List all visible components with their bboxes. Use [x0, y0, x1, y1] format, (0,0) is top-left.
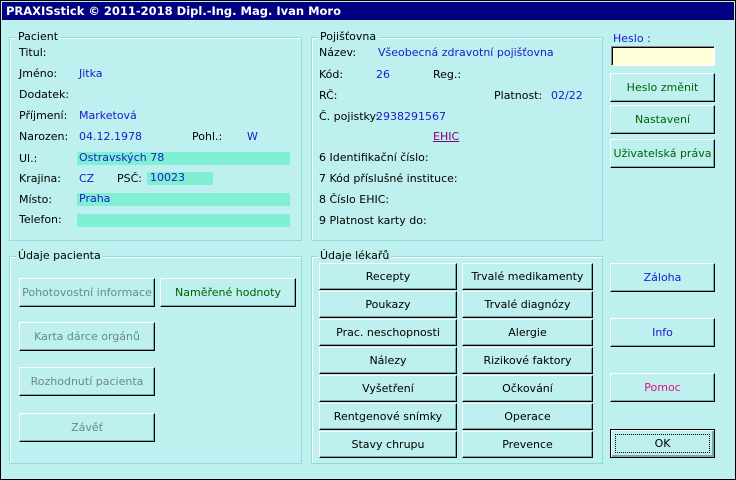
- pohlavi-label: Pohl.:: [192, 130, 223, 143]
- recepty-button[interactable]: Recepty: [319, 263, 457, 290]
- krajina-value[interactable]: CZ: [79, 172, 95, 185]
- ockovani-button[interactable]: Očkování: [462, 375, 593, 402]
- heslo-label: Heslo :: [613, 32, 651, 45]
- namerene-hodnoty-button[interactable]: Naměřené hodnoty: [160, 278, 296, 307]
- cislo-pojistky-label: Č. pojistky:: [319, 110, 379, 123]
- operace-button[interactable]: Operace: [462, 403, 593, 430]
- ehic-field-6-label: 6 Identifikační číslo:: [319, 151, 429, 164]
- telefon-label: Telefon:: [19, 213, 62, 226]
- misto-label: Místo:: [19, 193, 53, 206]
- rizikove-faktory-button[interactable]: Rizikové faktory: [462, 347, 593, 374]
- kod-value[interactable]: 26: [376, 68, 390, 81]
- krajina-label: Krajina:: [19, 172, 62, 185]
- psc-label: PSČ:: [117, 172, 143, 185]
- dodatek-label: Dodatek:: [19, 88, 70, 101]
- pomoc-button[interactable]: Pomoc: [610, 373, 715, 402]
- jmeno-value[interactable]: Jitka: [79, 67, 103, 80]
- narozen-value[interactable]: 04.12.1978: [79, 130, 142, 143]
- ehic-field-8-label: 8 Číslo EHIC:: [319, 193, 390, 206]
- ulice-value: Ostravských 78: [79, 151, 165, 164]
- heslo-input[interactable]: [611, 46, 715, 66]
- ehic-link[interactable]: EHIC: [433, 130, 460, 143]
- titul-label: Titul:: [19, 46, 47, 59]
- zavet-button[interactable]: Závěť: [19, 413, 155, 442]
- pojistovna-group-title: Pojišťovna: [320, 30, 377, 43]
- prijmeni-value[interactable]: Marketová: [79, 109, 137, 122]
- rozhodnuti-pacienta-button[interactable]: Rozhodnutí pacienta: [19, 367, 155, 396]
- window-title: PRAXISstick © 2011-2018 Dipl.-Ing. Mag. Ivan Moro: [2, 2, 734, 20]
- zaloha-button[interactable]: Záloha: [610, 263, 715, 292]
- nalezy-button[interactable]: Nálezy: [319, 347, 457, 374]
- psc-value: 10023: [150, 171, 185, 184]
- reg-label: Reg.:: [433, 68, 462, 81]
- poukazy-button[interactable]: Poukazy: [319, 291, 457, 318]
- heslo-zmenit-button[interactable]: Heslo změnit: [610, 73, 715, 102]
- rc-label: RČ:: [319, 89, 338, 102]
- prijmeni-label: Příjmení:: [19, 109, 68, 122]
- stavy-chrupu-button[interactable]: Stavy chrupu: [319, 431, 457, 458]
- alergie-button[interactable]: Alergie: [462, 319, 593, 346]
- platnost-value[interactable]: 02/22: [551, 89, 583, 102]
- nazev-value[interactable]: Všeobecná zdravotní pojišťovna: [378, 46, 554, 59]
- jmeno-label: Jméno:: [19, 67, 58, 80]
- platnost-label: Platnost:: [494, 89, 543, 102]
- cislo-pojistky-value[interactable]: 2938291567: [376, 110, 446, 123]
- kod-label: Kód:: [319, 68, 344, 81]
- narozen-label: Narozen:: [19, 130, 69, 143]
- pohlavi-value[interactable]: W: [247, 130, 258, 143]
- ulice-label: Ul.:: [19, 152, 38, 165]
- vysetreni-button[interactable]: Vyšetření: [319, 375, 457, 402]
- rentgenove-snimky-button[interactable]: Rentgenové snímky: [319, 403, 457, 430]
- nastaveni-button[interactable]: Nastavení: [610, 105, 715, 134]
- prac-neschopnosti-button[interactable]: Prac. neschopnosti: [319, 319, 457, 346]
- ehic-field-9-label: 9 Platnost karty do:: [319, 214, 427, 227]
- trvale-diagnozy-button[interactable]: Trvalé diagnózy: [462, 291, 593, 318]
- uzivatelska-prava-button[interactable]: Uživatelská práva: [610, 139, 715, 168]
- info-button[interactable]: Info: [610, 318, 715, 347]
- telefon-field[interactable]: [77, 214, 290, 227]
- pohotovostni-informace-button[interactable]: Pohotovostní informace: [19, 278, 155, 307]
- nazev-label: Název:: [319, 46, 357, 59]
- udaje-pacienta-group-title: Údaje pacienta: [18, 249, 101, 262]
- udaje-lekaru-group-title: Údaje lékařů: [320, 249, 390, 262]
- ok-button[interactable]: OK: [610, 429, 715, 458]
- trvale-medikamenty-button[interactable]: Trvalé medikamenty: [462, 263, 593, 290]
- ehic-field-7-label: 7 Kód příslušné instituce:: [319, 172, 458, 185]
- misto-value: Praha: [79, 192, 111, 205]
- pacient-group-title: Pacient: [18, 30, 59, 43]
- karta-darce-organu-button[interactable]: Karta dárce orgánů: [19, 322, 155, 351]
- prevence-button[interactable]: Prevence: [462, 431, 593, 458]
